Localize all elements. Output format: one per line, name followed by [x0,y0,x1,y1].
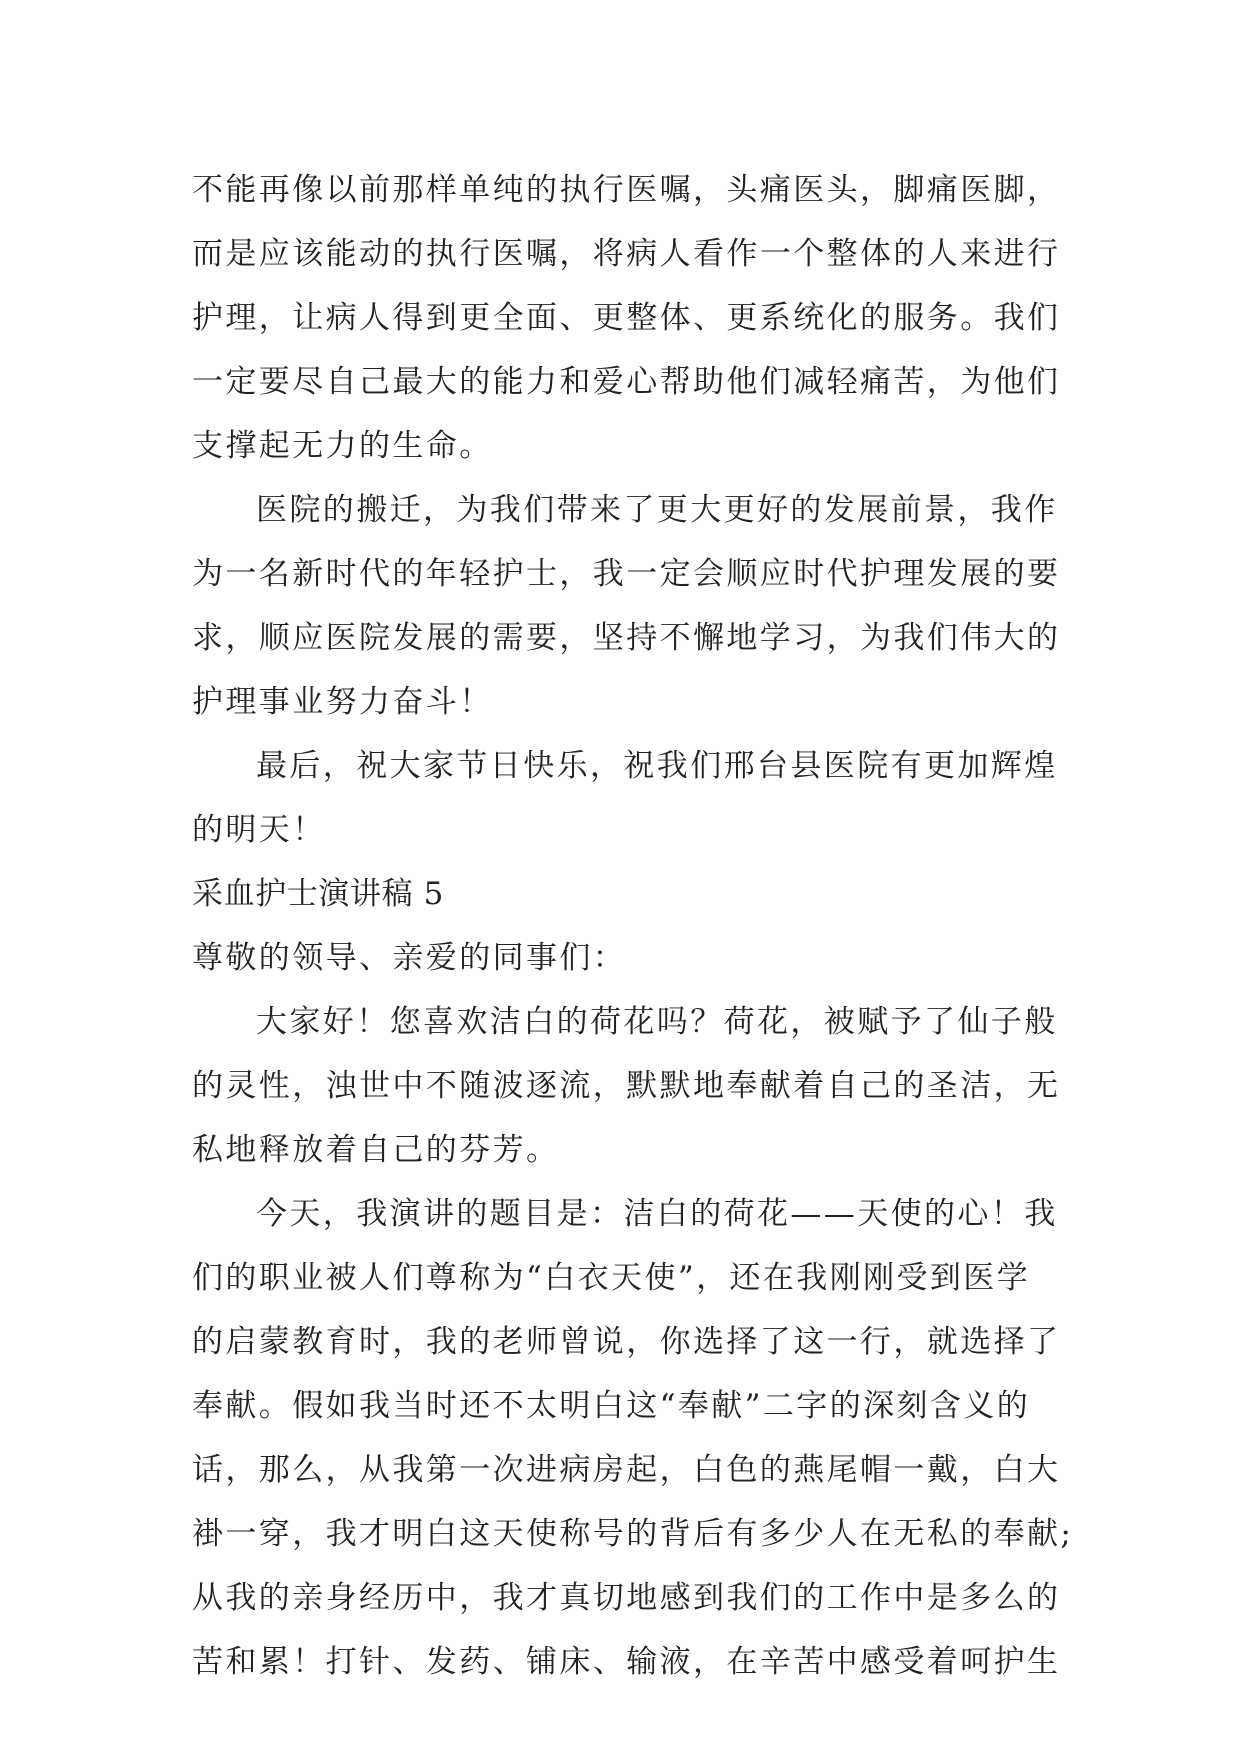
text-line: 尊敬的领导、亲爱的同事们： [192,940,627,976]
text-line: 为一名新时代的年轻护士，我一定会顺应时代护理发展的要 [192,556,1061,592]
text-line: 褂一穿，我才明白这天使称号的背后有多少人在无私的奉献; [192,1516,1074,1552]
text-line: 话，那么，从我第一次进病房起，白色的燕尾帽一戴，白大 [192,1452,1061,1488]
text-line: 不能再像以前那样单纯的执行医嘱，头痛医头，脚痛医脚， [192,172,1061,208]
text-line: 而是应该能动的执行医嘱，将病人看作一个整体的人来进行 [192,236,1061,272]
text-line: 的启蒙教育时，我的老师曾说，你选择了这一行，就选择了 [192,1324,1061,1360]
text-line: 一定要尽自己最大的能力和爱心帮助他们减轻痛苦，为他们 [192,364,1061,400]
text-line: 今天，我演讲的题目是：洁白的荷花——天使的心！我 [256,1196,1058,1232]
text-line: 私地释放着自己的芬芳。 [192,1132,560,1168]
text-line: 奉献。假如我当时还不太明白这“奉献”二字的深刻含义的 [192,1388,1031,1424]
text-line: 支撑起无力的生命。 [192,428,493,464]
text-line: 大家好！您喜欢洁白的荷花吗？荷花，被赋予了仙子般 [256,1004,1058,1040]
text-line: 护理事业努力奋斗！ [192,684,493,720]
section-heading: 采血护士演讲稿 5 [192,876,444,912]
text-line: 的明天！ [192,812,326,848]
text-line: 求，顺应医院发展的需要，坚持不懈地学习，为我们伟大的 [192,620,1061,656]
text-line: 苦和累！打针、发药、铺床、输液，在辛苦中感受着呵护生 [192,1644,1061,1680]
text-line: 医院的搬迁，为我们带来了更大更好的发展前景，我作 [256,492,1058,528]
text-line: 们的职业被人们尊称为“白衣天使”，还在我刚刚受到医学 [192,1260,1031,1296]
text-line: 护理，让病人得到更全面、更整体、更系统化的服务。我们 [192,300,1061,336]
text-line: 从我的亲身经历中，我才真切地感到我们的工作中是多么的 [192,1580,1061,1616]
document-body [192,158,1074,1694]
text-line: 的灵性，浊世中不随波逐流，默默地奉献着自己的圣洁，无 [192,1068,1061,1104]
text-line: 最后，祝大家节日快乐，祝我们邢台县医院有更加辉煌 [256,748,1058,784]
